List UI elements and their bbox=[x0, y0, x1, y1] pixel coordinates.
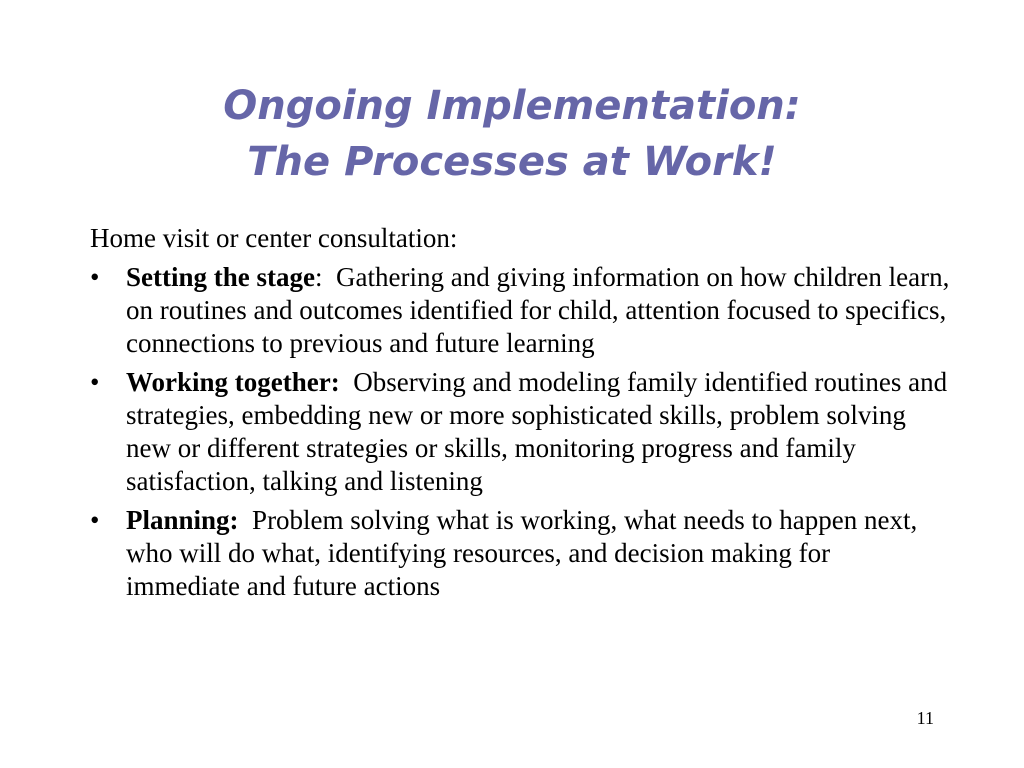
slide-body bbox=[90, 222, 950, 609]
page-number: 11 bbox=[916, 708, 934, 728]
bullet-separator bbox=[239, 505, 253, 535]
slide-title-line-2: The Processes at Work! bbox=[247, 139, 777, 185]
slide-title-line-1: Ongoing Implementation: bbox=[223, 83, 801, 129]
bullet-term: Planning: bbox=[126, 505, 239, 535]
bullet-icon: • bbox=[90, 367, 100, 397]
bullet-item-setting-the-stage bbox=[90, 261, 950, 360]
bullet-text: Problem solving what is working, what needs to happen next, who will do what, identifying resources, and decision making for immediate and future actions bbox=[126, 505, 918, 601]
bullet-term: Working together: bbox=[126, 367, 340, 397]
bullet-list bbox=[90, 261, 950, 603]
bullet-text: Observing and modeling family identified routines and strategies, embedding new or more sophisticated skills, problem solving new or different strategies or skills, monitoring progress and family satisfaction, talking and listening bbox=[126, 367, 948, 496]
bullet-item-planning bbox=[90, 504, 950, 603]
bullet-term: Setting the stage bbox=[126, 262, 315, 292]
bullet-icon: • bbox=[90, 505, 100, 535]
bullet-item-working-together bbox=[90, 366, 950, 498]
bullet-separator: : bbox=[314, 262, 336, 292]
bullet-separator bbox=[340, 367, 354, 397]
slide-title bbox=[0, 78, 1024, 190]
bullet-icon: • bbox=[90, 262, 100, 292]
intro-text: Home visit or center consultation: bbox=[90, 223, 458, 253]
bullet-text: Gathering and giving information on how children learn, on routines and outcomes identified for child, attention focused to specifics, connections to previous and future learning bbox=[126, 262, 950, 358]
